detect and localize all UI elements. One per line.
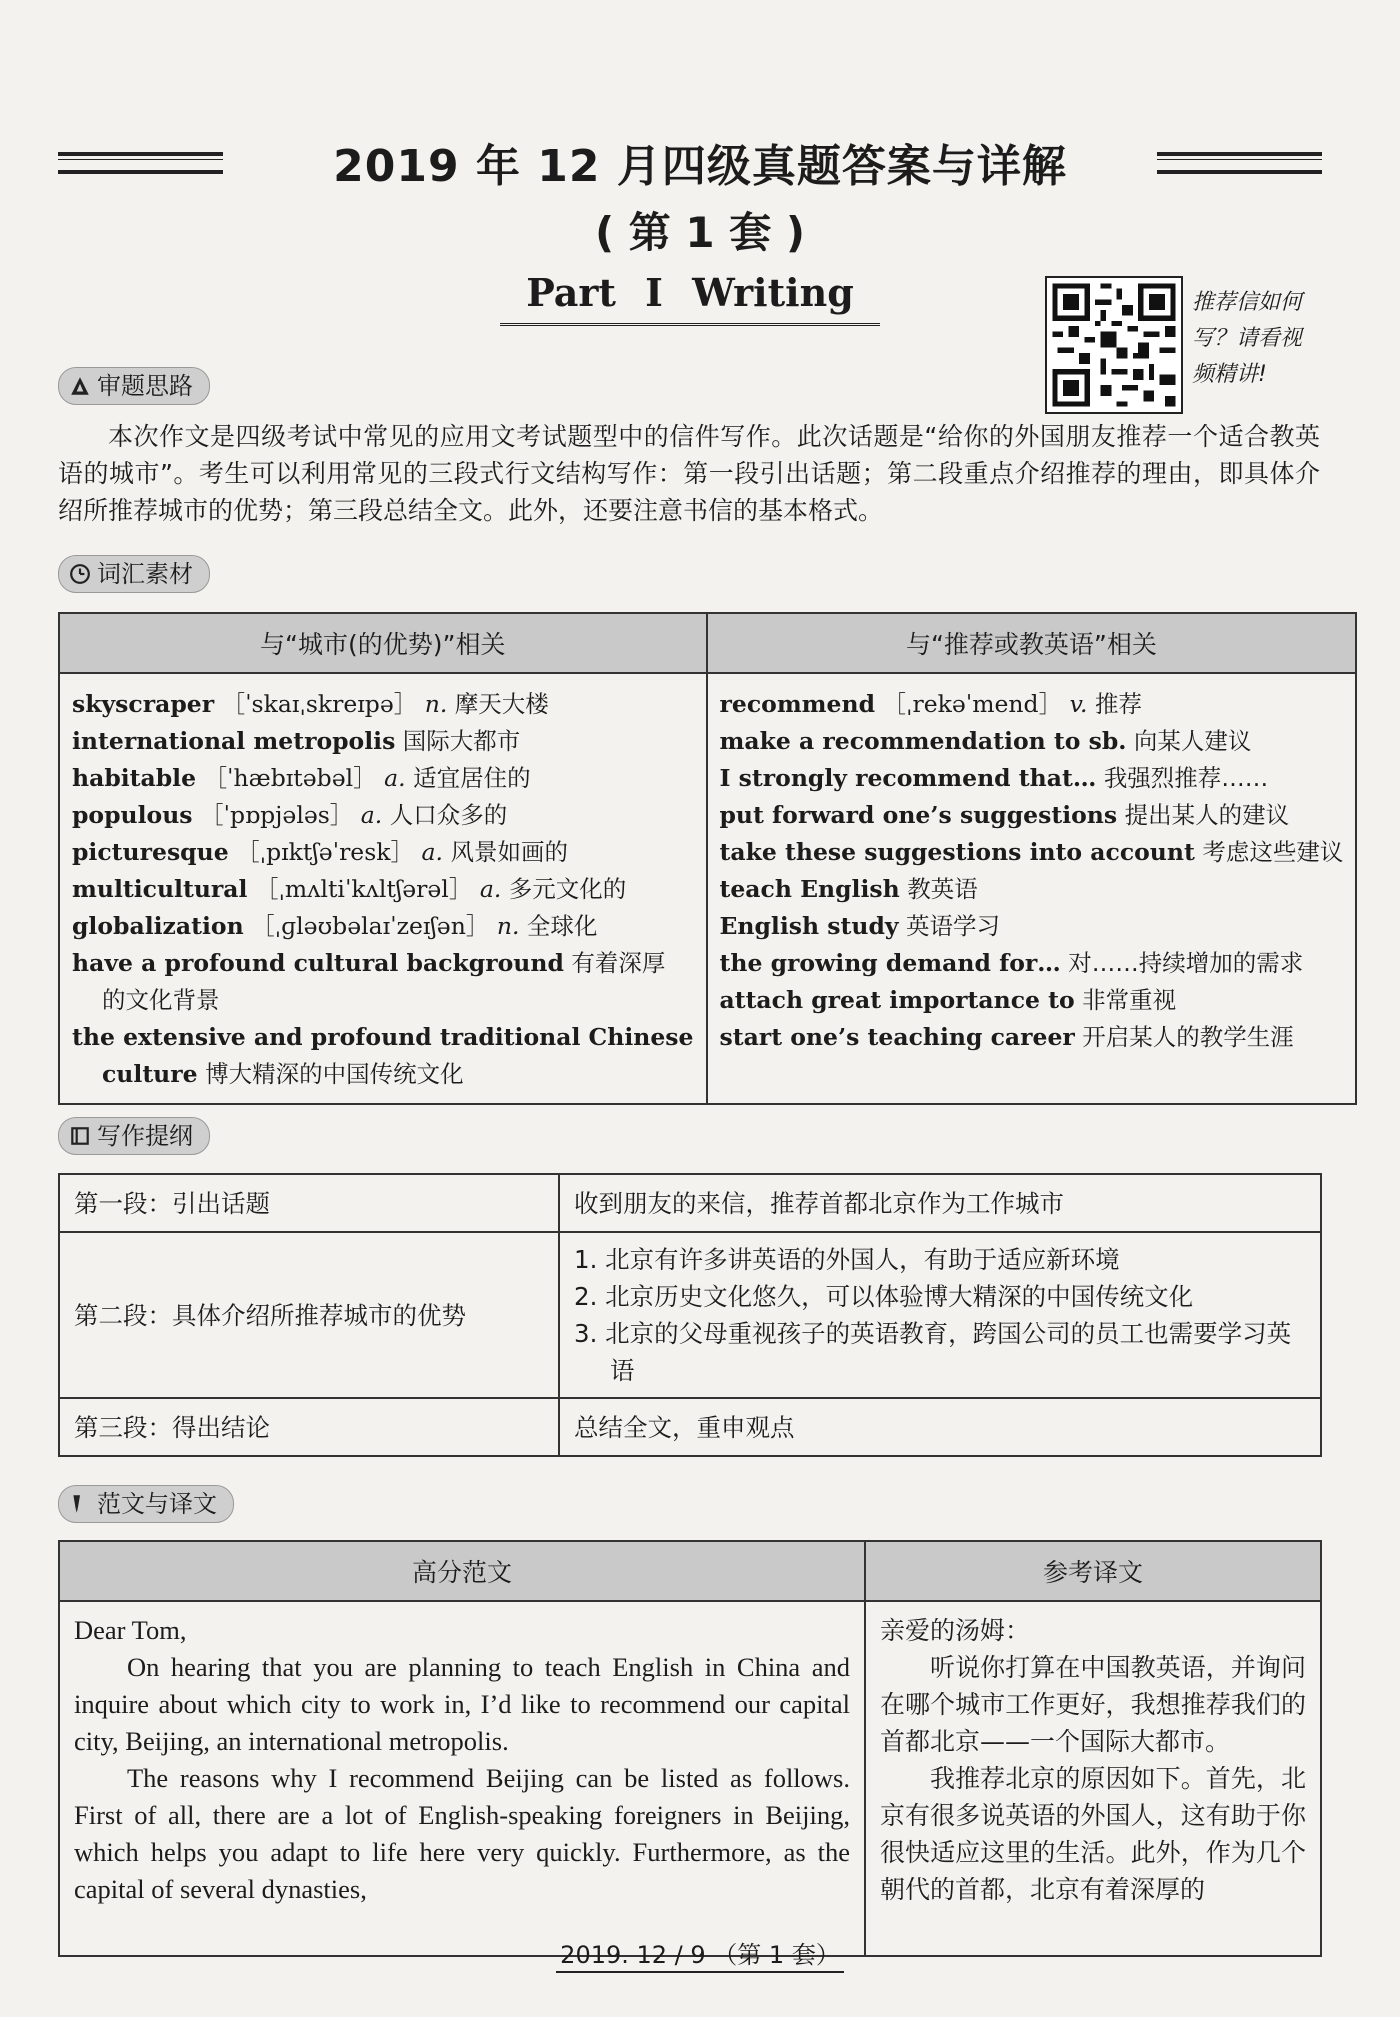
vocab-item: I strongly recommend that… 我强烈推荐…… [719,764,1269,792]
sample-table [58,1540,1322,1957]
vocab-item-continued: 的文化背景 [102,986,220,1014]
qr-code-icon [1045,276,1183,414]
section-tag-label: 范文与译文 [97,1490,217,1518]
vocab-item: multicultural ［ˌmʌltiˈkʌltʃərəl］ a. 多元文化的 [72,875,627,903]
vocab-table [58,612,1357,1105]
title-line-1: 2019 年 12 月四级真题答案与详解 [333,141,1067,192]
sample-english-paragraph: On hearing that you are planning to teach English in China and inquire about which city to work in, I’d like to recommend our capital city, Beijing, an international metropolis. [74,1652,850,1756]
pen-icon [69,375,91,397]
page-title [55,130,1345,260]
section-tag-label: 写作提纲 [97,1122,193,1150]
outline-list [574,1241,1306,1389]
clock-icon [69,563,91,585]
outline-value [559,1232,1321,1398]
vocab-item: put forward one’s suggestions 提出某人的建议 [719,801,1290,829]
title-line-2: ( 第 1 套 ) [594,208,806,257]
section-tag-outline [58,1117,210,1155]
sample-english [59,1601,865,1956]
vocab-item: have a profound cultural background 有着深厚 [72,949,666,977]
vocab-item: the extensive and profound traditional Chinese [72,1023,694,1051]
qr-caption [1192,285,1332,393]
qr-caption-line: 频精讲! [1192,362,1267,387]
sample-english-greeting: Dear Tom, [74,1615,187,1645]
section-tag-label: 审题思路 [97,372,193,400]
vocab-header-recommend: 与“推荐或教英语”相关 [707,613,1357,673]
sample-header-english: 高分范文 [59,1541,865,1601]
sample-chinese [865,1601,1321,1956]
vocab-left-column [59,673,707,1104]
vocab-item: skyscraper ［ˈskaɪˌskreɪpə］ n. 摩天大楼 [72,690,549,718]
outline-value: 收到朋友的来信，推荐首都北京作为工作城市 [559,1174,1321,1232]
analysis-paragraph: 本次作文是四级考试中常见的应用文考试题型中的信件写作。此次话题是“给你的外国朋友推荐一个适合教英语的城市”。考生可以利用常见的三段式行文结构写作：第一段引出话题；第二段重点介绍推荐的理由，即具体介绍所推荐城市的优势；第三段总结全文。此外，还要注意书信的基本格式。 [58,422,1320,525]
outline-row [59,1398,1321,1456]
vocab-item: globalization ［ˌɡləʊbəlaɪˈzeɪʃən］ n. 全球化 [72,912,598,940]
outline-row [59,1174,1321,1232]
sample-chinese-greeting: 亲爱的汤姆： [880,1616,1031,1645]
vocab-item: populous ［ˈpɒpjələs］ a. 人口众多的 [72,801,508,829]
sample-chinese-paragraph: 听说你打算在中国教英语，并询问在哪个城市工作更好，我想推荐我们的首都北京——一个国际大都市。 [880,1653,1306,1756]
vocab-item: habitable ［ˈhæbɪtəbəl］ a. 适宜居住的 [72,764,531,792]
vocab-right-column [707,673,1357,1104]
sample-header-row [59,1541,1321,1601]
page-number: 2019. 12 / 9 （第 1 套） [556,1941,844,1973]
vocab-item: make a recommendation to sb. 向某人建议 [719,727,1252,755]
vocab-item: teach English 教英语 [719,875,978,903]
sample-english-paragraph: The reasons why I recommend Beijing can be listed as follows. First of all, there are a lot of English-speaking foreigners in Beijing, which helps you adapt to life here very quickly. Furthermore, as the capital of several dynasties, [74,1763,850,1904]
vocab-item: take these suggestions into account 考虑这些建议 [719,838,1344,866]
sample-header-chinese: 参考译文 [865,1541,1321,1601]
outline-table [58,1173,1322,1457]
sample-chinese-paragraph: 我推荐北京的原因如下。首先，北京有很多说英语的外国人，这有助于你很快适应这里的生活。此外，作为几个朝代的首都，北京有着深厚的 [880,1764,1306,1904]
section-tag-label: 词汇素材 [97,560,193,588]
vocab-body-row [59,673,1356,1104]
vocab-item-continued: culture 博大精深的中国传统文化 [102,1060,464,1088]
outline-list-item: 3. 北京的父母重视孩子的英语教育，跨国公司的员工也需要学习英语 [574,1319,1292,1385]
pencil-icon [69,1493,91,1515]
sample-body-row [59,1601,1321,1956]
section-tag-sample [58,1485,234,1523]
page-footer [0,1935,1400,1970]
vocab-item: English study 英语学习 [719,912,1001,940]
outline-value: 总结全文，重申观点 [559,1398,1321,1456]
outline-row [59,1232,1321,1398]
qr-caption-line: 写？请看视 [1192,326,1303,351]
vocab-item: attach great importance to 非常重视 [719,986,1177,1014]
section-tag-vocab [58,555,210,593]
qr-caption-line: 推荐信如何 [1192,290,1303,315]
vocab-item: recommend ［ˌrekəˈmend］ v. 推荐 [719,690,1143,718]
outline-key: 第二段：具体介绍所推荐城市的优势 [59,1232,559,1398]
outline-list-item: 1. 北京有许多讲英语的外国人，有助于适应新环境 [574,1245,1120,1274]
notebook-icon [69,1125,91,1147]
vocab-header-city: 与“城市(的优势)”相关 [59,613,707,673]
vocab-item: international metropolis 国际大都市 [72,727,521,755]
outline-list-item: 2. 北京历史文化悠久，可以体验博大精深的中国传统文化 [574,1282,1194,1311]
section-tag-analysis [58,367,210,405]
vocab-header-row [59,613,1356,673]
vocab-item: start one’s teaching career 开启某人的教学生涯 [719,1023,1294,1051]
outline-key: 第三段：得出结论 [59,1398,559,1456]
outline-key: 第一段：引出话题 [59,1174,559,1232]
vocab-item: picturesque ［ˌpɪktʃəˈresk］ a. 风景如画的 [72,838,568,866]
vocab-item: the growing demand for… 对……持续增加的需求 [719,949,1304,977]
part-heading: Part I Writing [500,270,880,326]
